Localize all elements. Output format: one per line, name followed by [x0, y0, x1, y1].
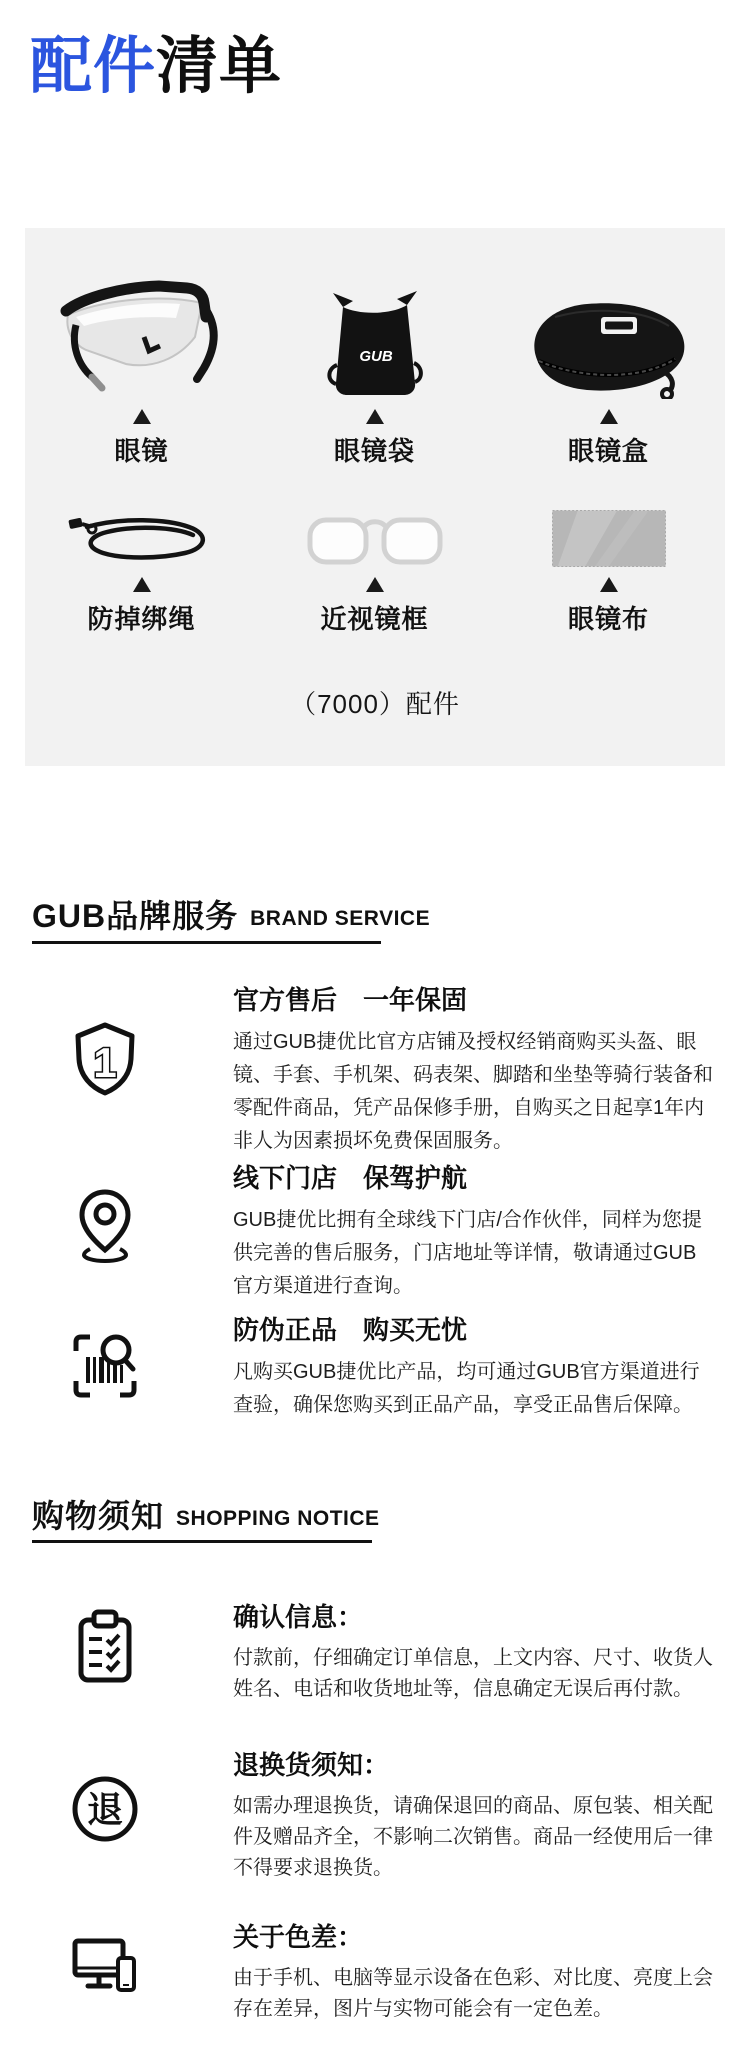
shopping-notice-header: [32, 1499, 380, 1534]
warranty-shield-icon: [70, 1021, 140, 1097]
shopping-notice-underline: [32, 1540, 372, 1543]
pouch-brand-logo: GUB: [358, 348, 393, 365]
page-title-rest: 清单: [156, 32, 283, 101]
service-item-title: 防伪正品 购买无忧: [233, 1315, 468, 1345]
notice-item-title: 关于色差：: [233, 1922, 364, 1952]
page-title: [30, 30, 282, 104]
accessory-item-case: [492, 262, 725, 468]
shopping-notice-title-en: SHOPPING NOTICE: [176, 1507, 380, 1531]
service-item-body: 凡购买GUB捷优比产品，均可通过GUB官方渠道进行查验，确保您购买到正品产品，享受正品售后保障。: [233, 1361, 700, 1416]
myopia-frame-image: [305, 511, 445, 567]
return-glyph: 退: [86, 1789, 124, 1830]
brand-service-header: [32, 899, 430, 934]
barcode-verify-icon: [70, 1333, 140, 1399]
service-item-title: 线下门店 保驾护航: [233, 1163, 468, 1193]
page-title-highlight: 配件: [30, 32, 157, 101]
notice-item-title: 确认信息：: [233, 1602, 364, 1632]
accessory-item-pouch: [258, 262, 491, 468]
glasses-pouch-image: [327, 287, 423, 399]
accessories-panel: [25, 228, 725, 766]
brand-service-title-zh: GUB品牌服务: [32, 898, 239, 934]
shopping-notice-title-zh: 购物须知: [32, 1498, 165, 1534]
accessory-item-glasses: [25, 262, 258, 468]
pointer-triangle-icon: [600, 409, 618, 424]
location-pin-icon: [70, 1187, 140, 1263]
accessory-item-cloth: [492, 510, 725, 636]
shield-number-glyph: 1: [93, 1039, 117, 1086]
pointer-triangle-icon: [133, 409, 151, 424]
accessories-caption: （7000）配件: [290, 689, 460, 719]
accessory-label: 近视镜框: [320, 604, 429, 634]
brand-service-underline: [32, 941, 381, 944]
accessory-item-myopia-frame: [258, 510, 491, 636]
display-devices-icon: [70, 1938, 140, 1996]
accessory-label: 防掉绑绳: [87, 604, 196, 634]
accessory-label: 眼镜袋: [333, 436, 415, 466]
accessory-label: 眼镜盒: [567, 436, 649, 466]
clipboard-check-icon: [70, 1608, 140, 1686]
notice-item-body: 付款前，仔细确定订单信息，上文内容、尺寸、收货人姓名、电话和收货地址等，信息确定无误后再付款。: [233, 1647, 713, 1700]
accessory-item-strap: [25, 510, 258, 636]
notice-item-body: 由于手机、电脑等显示设备在色彩、对比度、亮度上会存在差异，图片与实物可能会有一定色差。: [233, 1967, 713, 2020]
notice-item-title: 退换货须知：: [233, 1750, 390, 1780]
pointer-triangle-icon: [600, 577, 618, 592]
accessory-label: 眼镜布: [567, 604, 649, 634]
pointer-triangle-icon: [133, 577, 151, 592]
pointer-triangle-icon: [366, 577, 384, 592]
service-item-title: 官方售后 一年保固: [233, 985, 468, 1015]
notice-item-body: 如需办理退换货，请确保退回的商品、原包装、相关配件及赠品齐全，不影响二次销售。商品一经使用后一律不得要求退换货。: [233, 1795, 713, 1879]
glasses-image: [54, 271, 229, 399]
pointer-triangle-icon: [366, 409, 384, 424]
service-item-body: GUB捷优比拥有全球线下门店/合作伙伴，同样为您提供完善的售后服务，门店地址等详情，敬请通过GUB官方渠道进行查询。: [233, 1209, 702, 1297]
return-goods-icon: [70, 1774, 140, 1844]
cloth-image: [551, 510, 667, 567]
accessory-label: 眼镜: [114, 436, 169, 466]
strap-image: [67, 515, 217, 567]
brand-service-title-en: BRAND SERVICE: [250, 907, 431, 931]
glasses-case-image: [525, 295, 693, 399]
service-item-body: 通过GUB捷优比官方店铺及授权经销商购买头盔、眼镜、手套、手机架、码表架、脚踏和坐垫等骑行装备和零配件商品，凭产品保修手册，自购买之日起享1年内非人为因素损坏免费保固服务。: [233, 1031, 713, 1152]
